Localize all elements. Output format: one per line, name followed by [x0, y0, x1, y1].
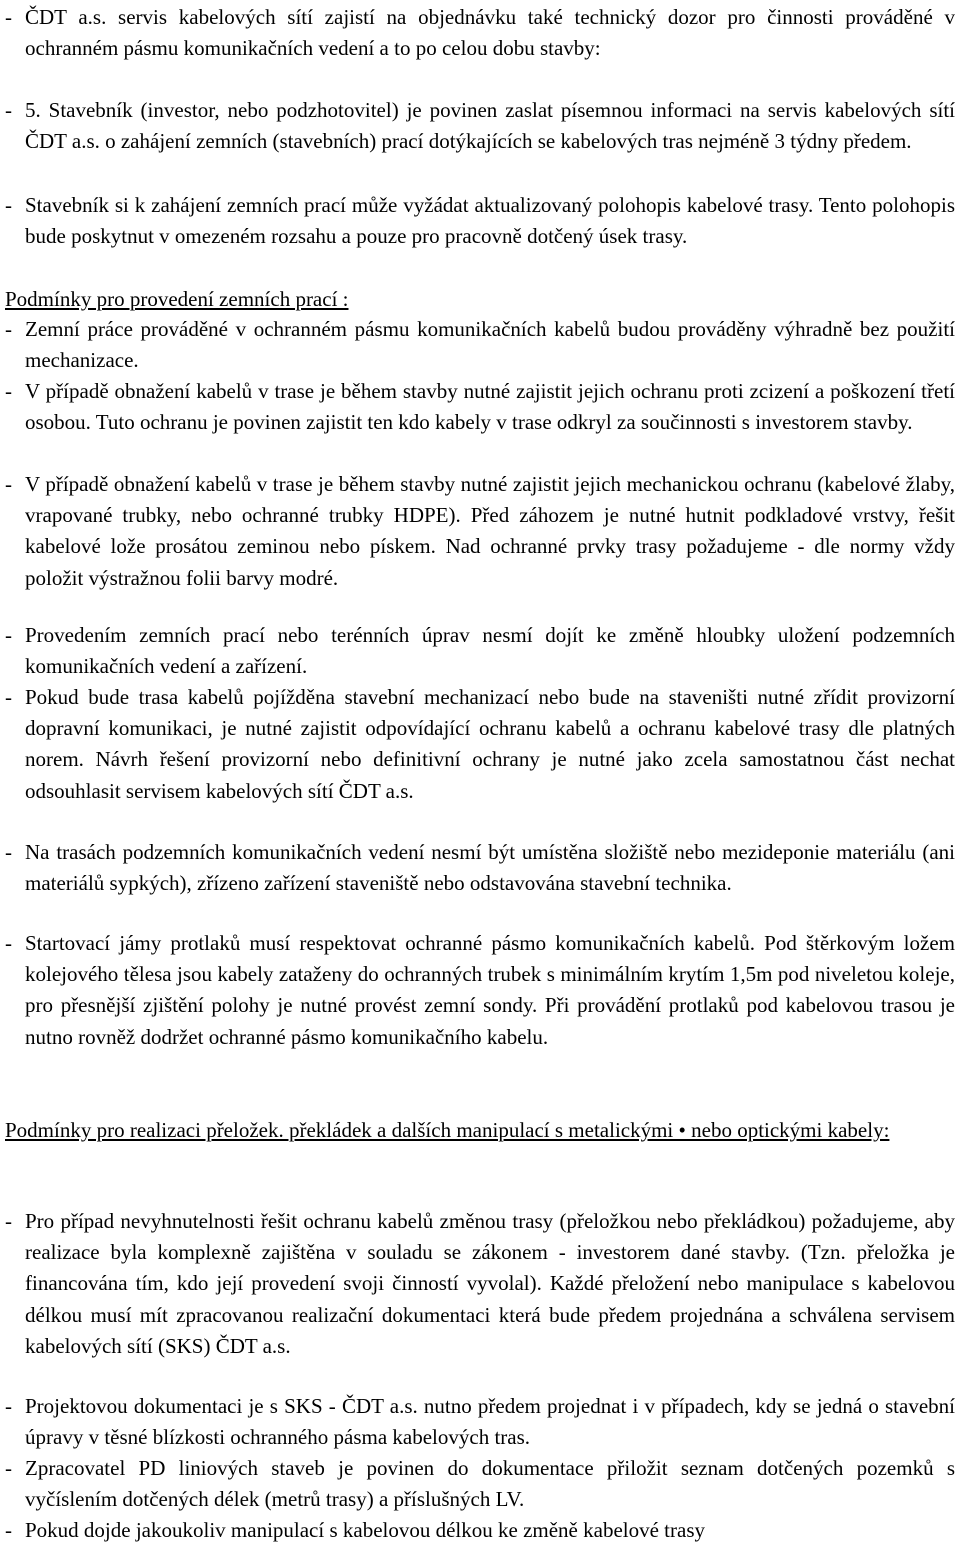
- bullet-dash: -: [5, 685, 12, 709]
- list-item-text: Stavebník si k zahájení zemních prací může vyžádat aktualizovaný polohopis kabelové trasy. Tento polohopis bude poskytnut v omezeném rozsahu a pouze pro pracovně dotčený úsek trasy.: [25, 193, 955, 249]
- bullet-dash: -: [5, 623, 12, 647]
- list-item-text: V případě obnažení kabelů v trase je během stavby nutné zajistit jejich mechanickou ochranu (kabelové žlaby, vrapované trubky, nebo ochranné trubky HDPE). Před záhozem je nutné hutnit podkladové vrstvy, řešit kabelové lože prosátou zeminou nebo pískem. Nad ochranné prvky trasy požadujeme - dle normy vždy položit výstražnou folii barvy modré.: [25, 472, 955, 590]
- list-item: [5, 2, 955, 64]
- bullet-dash: -: [5, 840, 12, 864]
- bullet-dash: -: [5, 931, 12, 955]
- list-item: [5, 469, 955, 594]
- list-item-text: Zpracovatel PD liniových staveb je povinen do dokumentace přiložit seznam dotčených pozemků s vyčíslením dotčených délek (metrů trasy) a příslušných LV.: [25, 1456, 955, 1512]
- list-item-text: Pokud dojde jakoukoliv manipulací s kabelovou délkou ke změně kabelové trasy: [25, 1518, 705, 1542]
- list-item: [5, 376, 955, 438]
- list-item: [5, 1453, 955, 1515]
- bullet-dash: -: [5, 98, 12, 122]
- list-item: [5, 837, 955, 899]
- list-item-text: Zemní práce prováděné v ochranném pásmu komunikačních kabelů budou prováděny výhradně bez použití mechanizace.: [25, 317, 955, 373]
- bullet-dash: -: [5, 472, 12, 496]
- section-heading-relocations: Podmínky pro realizaci přeložek. překládek a dalších manipulací s metalickými • nebo optickými kabely:: [5, 1118, 890, 1142]
- list-item: [5, 1206, 955, 1362]
- list-item-text: Pokud bude trasa kabelů pojížděna stavební mechanizací nebo bude na staveništi nutné zřídit provizorní dopravní komunikaci, je nutné zajistit odpovídající ochranu kabelů a ochranu kabelové trasy dle platných norem. Návrh řešení provizorní nebo definitivní ochrany je nutné jako zcela samostatnou část nechat odsouhlasit servisem kabelových sítí ČDT a.s.: [25, 685, 955, 803]
- bullet-dash: -: [5, 1518, 12, 1542]
- list-item: [5, 1391, 955, 1453]
- list-item-text: 5. Stavebník (investor, nebo podzhotovitel) je povinen zaslat písemnou informaci na servis kabelových sítí ČDT a.s. o zahájení zemních (stavebních) prací dotýkajících se kabelových tras nejméně 3 týdny předem.: [25, 98, 955, 154]
- list-item-text: Provedením zemních prací nebo terénních úprav nesmí dojít ke změně hloubky uložení podzemních komunikačních vedení a zařízení.: [25, 623, 955, 679]
- bullet-dash: -: [5, 317, 12, 341]
- list-item-text: Pro případ nevyhnutelnosti řešit ochranu kabelů změnou trasy (přeložkou nebo překládkou) požadujeme, aby realizace byla komplexně zajištěna v souladu se zákonem - investorem dané stavby. (Tzn. přeložka je financována tím, kdo její provedení svoji činností vyvolal). Každé přeložení nebo manipulace s kabelovou délkou musí mít zpracovanou realizační dokumentaci která bude předem projednána a schválena servisem kabelových sítí (SKS) ČDT a.s.: [25, 1209, 955, 1358]
- bullet-dash: -: [5, 1394, 12, 1418]
- list-item: [5, 95, 955, 157]
- list-item-text: Na trasách podzemních komunikačních vedení nesmí být umístěna složiště nebo mezideponie materiálu (ani materiálů sypkých), zřízeno zařízení staveniště nebo odstavována stavební technika.: [25, 840, 955, 896]
- list-item: [5, 928, 955, 1053]
- bullet-dash: -: [5, 379, 12, 403]
- list-item: [5, 190, 955, 252]
- list-item: [5, 1515, 955, 1546]
- list-item: [5, 682, 955, 807]
- list-item-text: V případě obnažení kabelů v trase je během stavby nutné zajistit jejich ochranu proti zcizení a poškození třetí osobou. Tuto ochranu je povinen zajistit ten kdo kabely v trase odkryl za součinnosti s investorem stavby.: [25, 379, 955, 435]
- list-item-text: Projektovou dokumentaci je s SKS - ČDT a.s. nutno předem projednat i v případech, kdy se jedná o stavební úpravy v těsné blízkosti ochranného pásma kabelových tras.: [25, 1394, 955, 1450]
- list-item-text: ČDT a.s. servis kabelových sítí zajistí na objednávku také technický dozor pro činnosti prováděné v ochranném pásmu komunikačních vedení a to po celou dobu stavby:: [25, 5, 955, 61]
- list-item-text: Startovací jámy protlaků musí respektovat ochranné pásmo komunikačních kabelů. Pod štěrkovým ložem kolejového tělesa jsou kabely zataženy do ochranných trubek s minimálním krytím 1,5m pod niveletou koleje, pro přesnější zjištění polohy je nutné provést zemní sondy. Při provádění protlaků pod kabelovou trasou je nutno rovněž dodržet ochranné pásmo komunikačního kabelu.: [25, 931, 955, 1049]
- bullet-dash: -: [5, 5, 12, 29]
- list-item: [5, 314, 955, 376]
- list-item: [5, 620, 955, 682]
- bullet-dash: -: [5, 193, 12, 217]
- bullet-dash: -: [5, 1456, 12, 1480]
- section-heading-earthworks: Podmínky pro provedení zemních prací :: [5, 287, 349, 311]
- bullet-dash: -: [5, 1209, 12, 1233]
